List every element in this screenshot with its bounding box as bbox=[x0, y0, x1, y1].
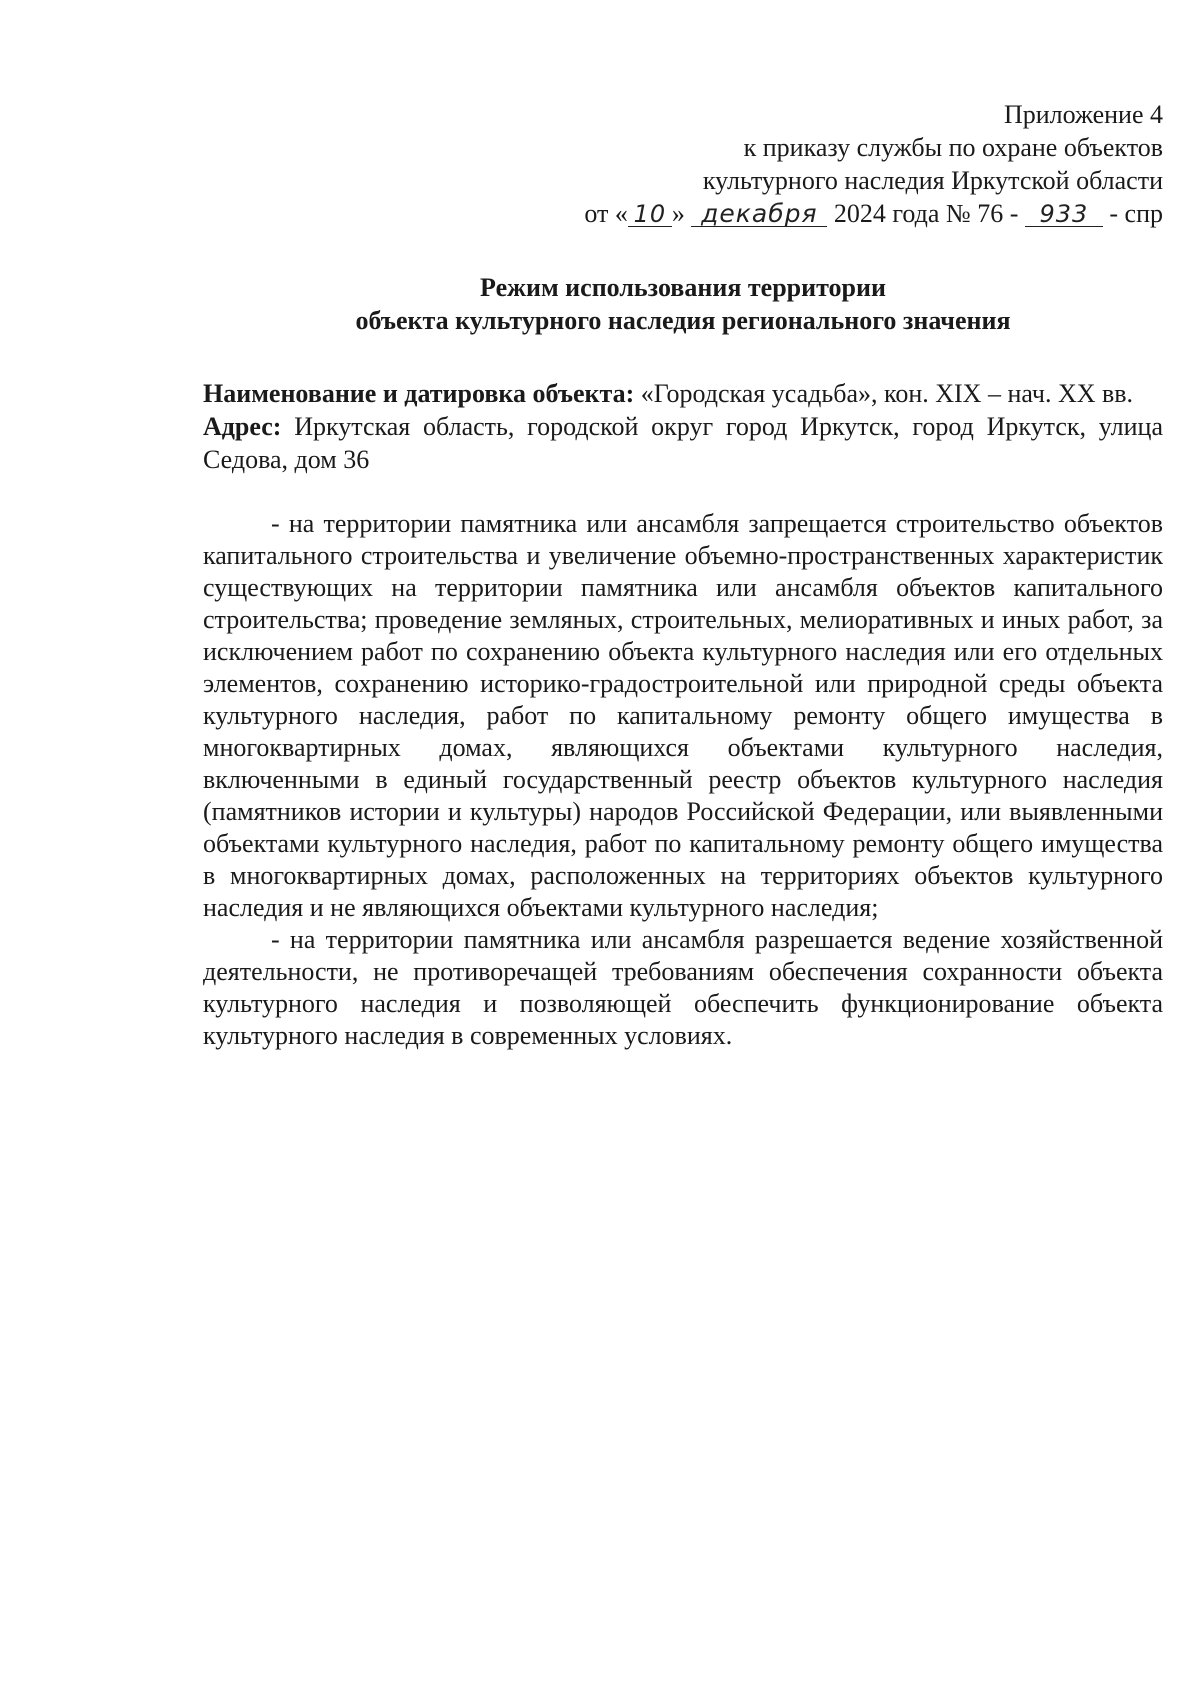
document-title bbox=[203, 271, 1163, 337]
order-quote-close: » bbox=[671, 199, 685, 228]
appendix-authority: культурного наследия Иркутской области bbox=[702, 166, 1163, 195]
object-address-label: Адрес: bbox=[203, 412, 282, 441]
title-line-2: объекта культурного наследия регионального значения bbox=[355, 306, 1011, 335]
object-name bbox=[203, 377, 1163, 410]
order-suffix: - спр bbox=[1109, 199, 1163, 228]
order-year-part: 2024 года № 76 - bbox=[833, 199, 1019, 228]
regime-text bbox=[203, 508, 1163, 1052]
document-content bbox=[203, 98, 1163, 1052]
object-address bbox=[203, 410, 1163, 476]
regime-paragraph-permitted: - на территории памятника или ансамбля разрешается ведение хозяйственной деятельности, не противоречащей требованиям обеспечения сохранности объекта культурного наследия и позволяющей обеспечить функционирование объекта культурного наследия в современных условиях. bbox=[203, 925, 1163, 1050]
order-number-handwritten: 933 bbox=[1025, 202, 1103, 227]
object-name-value: «Городская усадьба», кон. XIX – нач. XX вв. bbox=[640, 379, 1134, 408]
order-month-handwritten: декабря bbox=[691, 202, 827, 227]
regime-paragraph-prohibited: - на территории памятника или ансамбля запрещается строительство объектов капитального строительства и увеличение объемно-пространственных характеристик существующих на территории памятника или ансамбля объектов капитального строительства; проведение земляных, строительных, мелиоративных и иных работ, за исключением работ по сохранению объекта культурного наследия или его отдельных элементов, сохранению историко-градостроительной или природной среды объекта культурного наследия, работ по капитальному ремонту общего имущества в многоквартирных домах, являющихся объектами культурного наследия, включенными в единый государственный реестр объектов культурного наследия (памятников истории и культуры) народов Российской Федерации, или выявленными объектами культурного наследия, работ по капитальному ремонту общего имущества в многоквартирных домах, расположенных на территориях объектов культурного наследия и не являющихся объектами культурного наследия; bbox=[203, 509, 1163, 922]
object-name-label: Наименование и датировка объекта: bbox=[203, 379, 635, 408]
title-line-1: Режим использования территории bbox=[480, 273, 886, 302]
order-prefix: от « bbox=[584, 199, 628, 228]
object-address-value: Иркутская область, городской округ город Иркутск, город Иркутск, улица Седова, дом 36 bbox=[203, 412, 1163, 474]
appendix-title: Приложение 4 bbox=[1003, 100, 1163, 129]
appendix-header bbox=[203, 98, 1163, 230]
order-date-line bbox=[203, 197, 1163, 230]
order-day-handwritten: 10 bbox=[628, 202, 672, 227]
object-info bbox=[203, 377, 1163, 476]
appendix-order-ref: к приказу службы по охране объектов bbox=[743, 133, 1163, 162]
